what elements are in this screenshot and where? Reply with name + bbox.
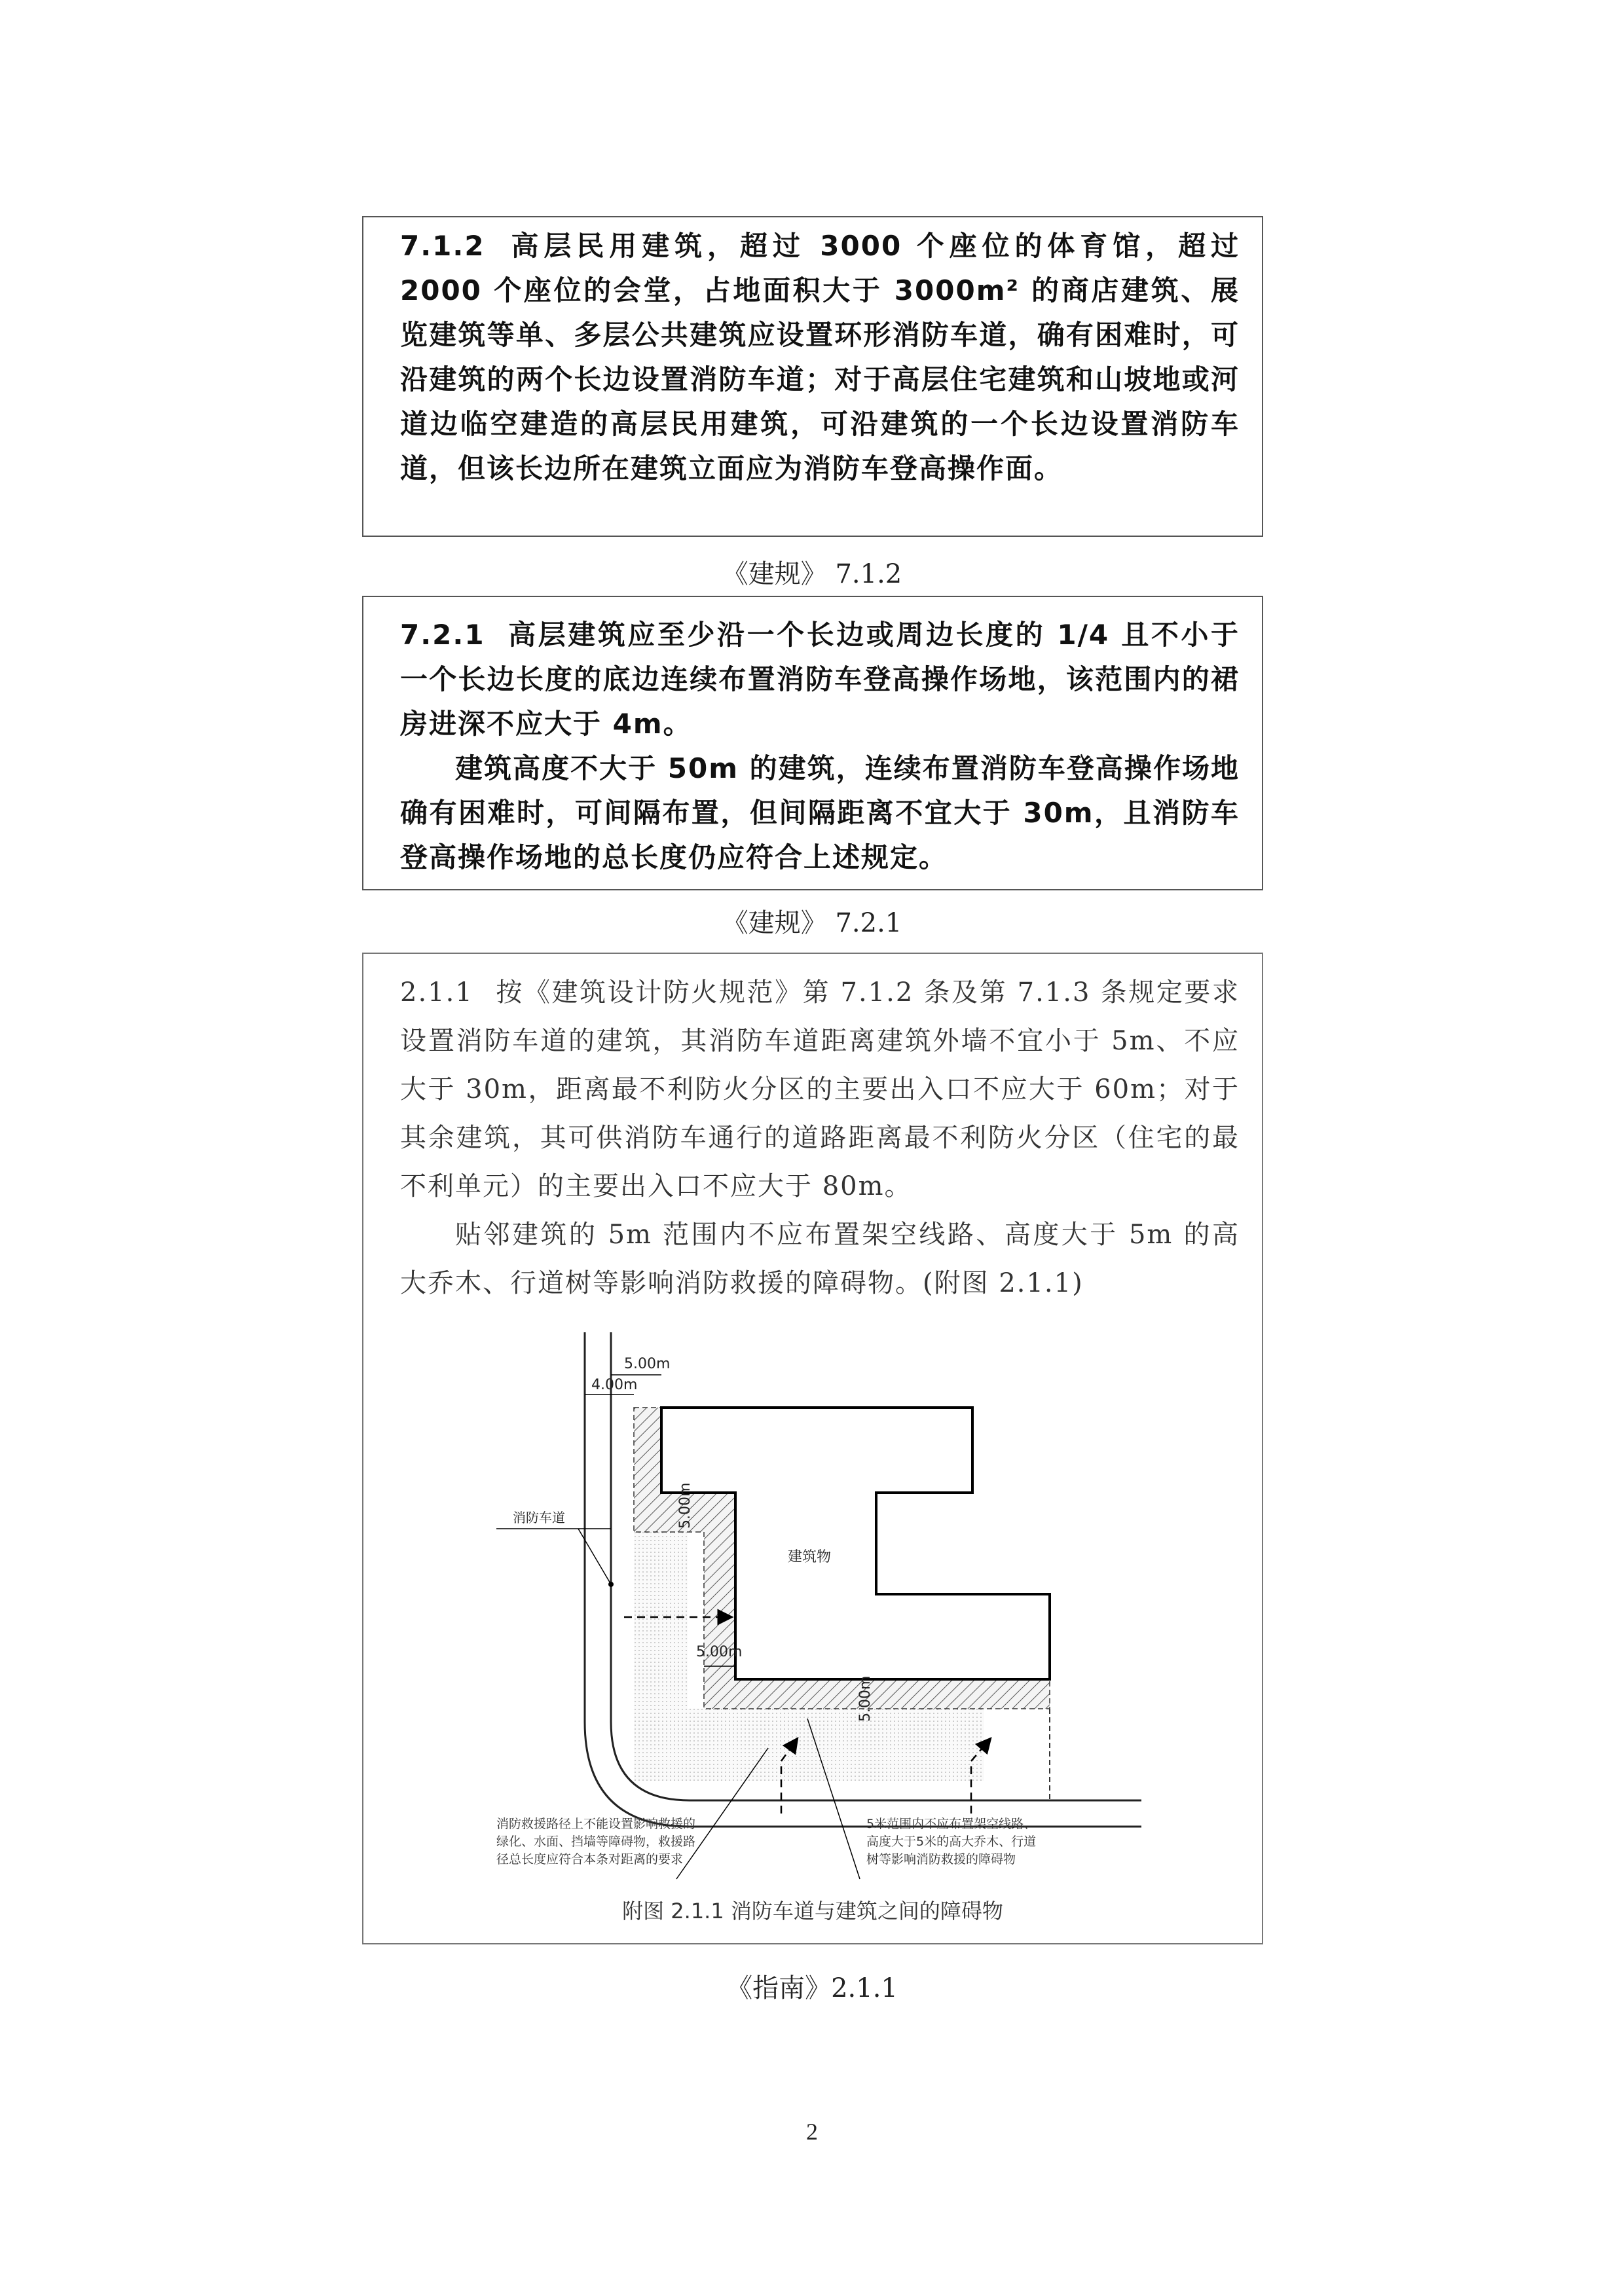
note-left: 消防救援路径上不能设置影响救援的 绿化、水面、挡墙等障碍物，救援路 径总长度应符合本条对距离的要求 <box>496 1817 696 1867</box>
figure-caption: 附图 2.1.1 消防车道与建筑之间的障碍物 <box>622 1899 1003 1923</box>
page-number: 2 <box>806 2119 818 2145</box>
dim-vert-upper-label: 5.00m <box>677 1482 693 1529</box>
road-label: 消防车道 <box>513 1510 565 1525</box>
building-label: 建筑物 <box>788 1549 832 1565</box>
dim-vert-lower-label: 5.00m <box>857 1675 874 1722</box>
guide-text <box>363 954 1262 1307</box>
guide-para2: 贴邻建筑的 5m 范围内不应布置架空线路、高度大于 5m 的高大乔木、行道树等影响消防救援的障碍物。(附图 2.1.1) <box>400 1220 1240 1298</box>
clause-number: 7.2.1 <box>400 619 485 651</box>
figure-2-1-1 <box>362 1303 1263 1944</box>
clause-number: 7.1.2 <box>400 230 485 262</box>
guide-para1: 2.1.1 按《建筑设计防火规范》第 7.1.2 条及第 7.1.3 条规定要求设置消防车道的建筑，其消防车道距离建筑外墙不宜小于 5m、不应大于 30m，距离最不利防火分区的主要出入口不应大于 60m；对于其余建筑，其可供消防车通行的道路距离最不利防火分区（住宅的最不利单元）的主要出入口不应大于 80m。 <box>400 977 1240 1201</box>
clause-7-1-2-box <box>362 216 1263 537</box>
caption-guide-2-1-1: 《指南》2.1.1 <box>726 1973 898 2003</box>
clause-7-2-1-para2: 建筑高度不大于 50m 的建筑，连续布置消防车登高操作场地确有困难时，可间隔布置，但间隔距离不宜大于 30m，且消防车登高操作场地的总长度仍应符合上述规定。 <box>400 752 1240 873</box>
clause-7-2-1-box <box>362 596 1263 890</box>
clause-7-1-2-text: 7.1.2 高层民用建筑，超过 3000 个座位的体育馆，超过 2000 个座位的会堂，占地面积大于 3000m² 的商店建筑、展览建筑等单、多层公共建筑应设置环形消防车道，确有困难时，可沿建筑的两个长边设置消防车道；对于高层住宅建筑和山坡地或河道边临空建造的高层民用建筑，可沿建筑的一个长边设置消防车道，但该长边所在建筑立面应为消防车登高操作面。 <box>400 230 1240 484</box>
note-right: 5米范围内不应布置架空线路、 高度大于5米的高大乔木、行道 树等影响消防救援的障碍物 <box>866 1817 1037 1867</box>
dim-top-label: 5.00m <box>624 1356 671 1372</box>
dotted-zone-bottom <box>634 1709 984 1781</box>
caption-7-2-1: 《建规》 7.2.1 <box>722 908 902 938</box>
dim-mid-label: 5.00m <box>696 1644 743 1660</box>
clause-7-2-1-para1: 7.2.1 高层建筑应至少沿一个长边或周边长度的 1/4 且不小于一个长边长度的底边连续布置消防车登高操作场地，该范围内的裙房进深不应大于 4m。 <box>400 619 1240 740</box>
dim-left-label: 4.00m <box>591 1377 638 1393</box>
caption-7-1-2: 《建规》 7.1.2 <box>722 559 902 589</box>
guide-number: 2.1.1 <box>400 977 473 1008</box>
road-leader-diag <box>578 1529 611 1584</box>
